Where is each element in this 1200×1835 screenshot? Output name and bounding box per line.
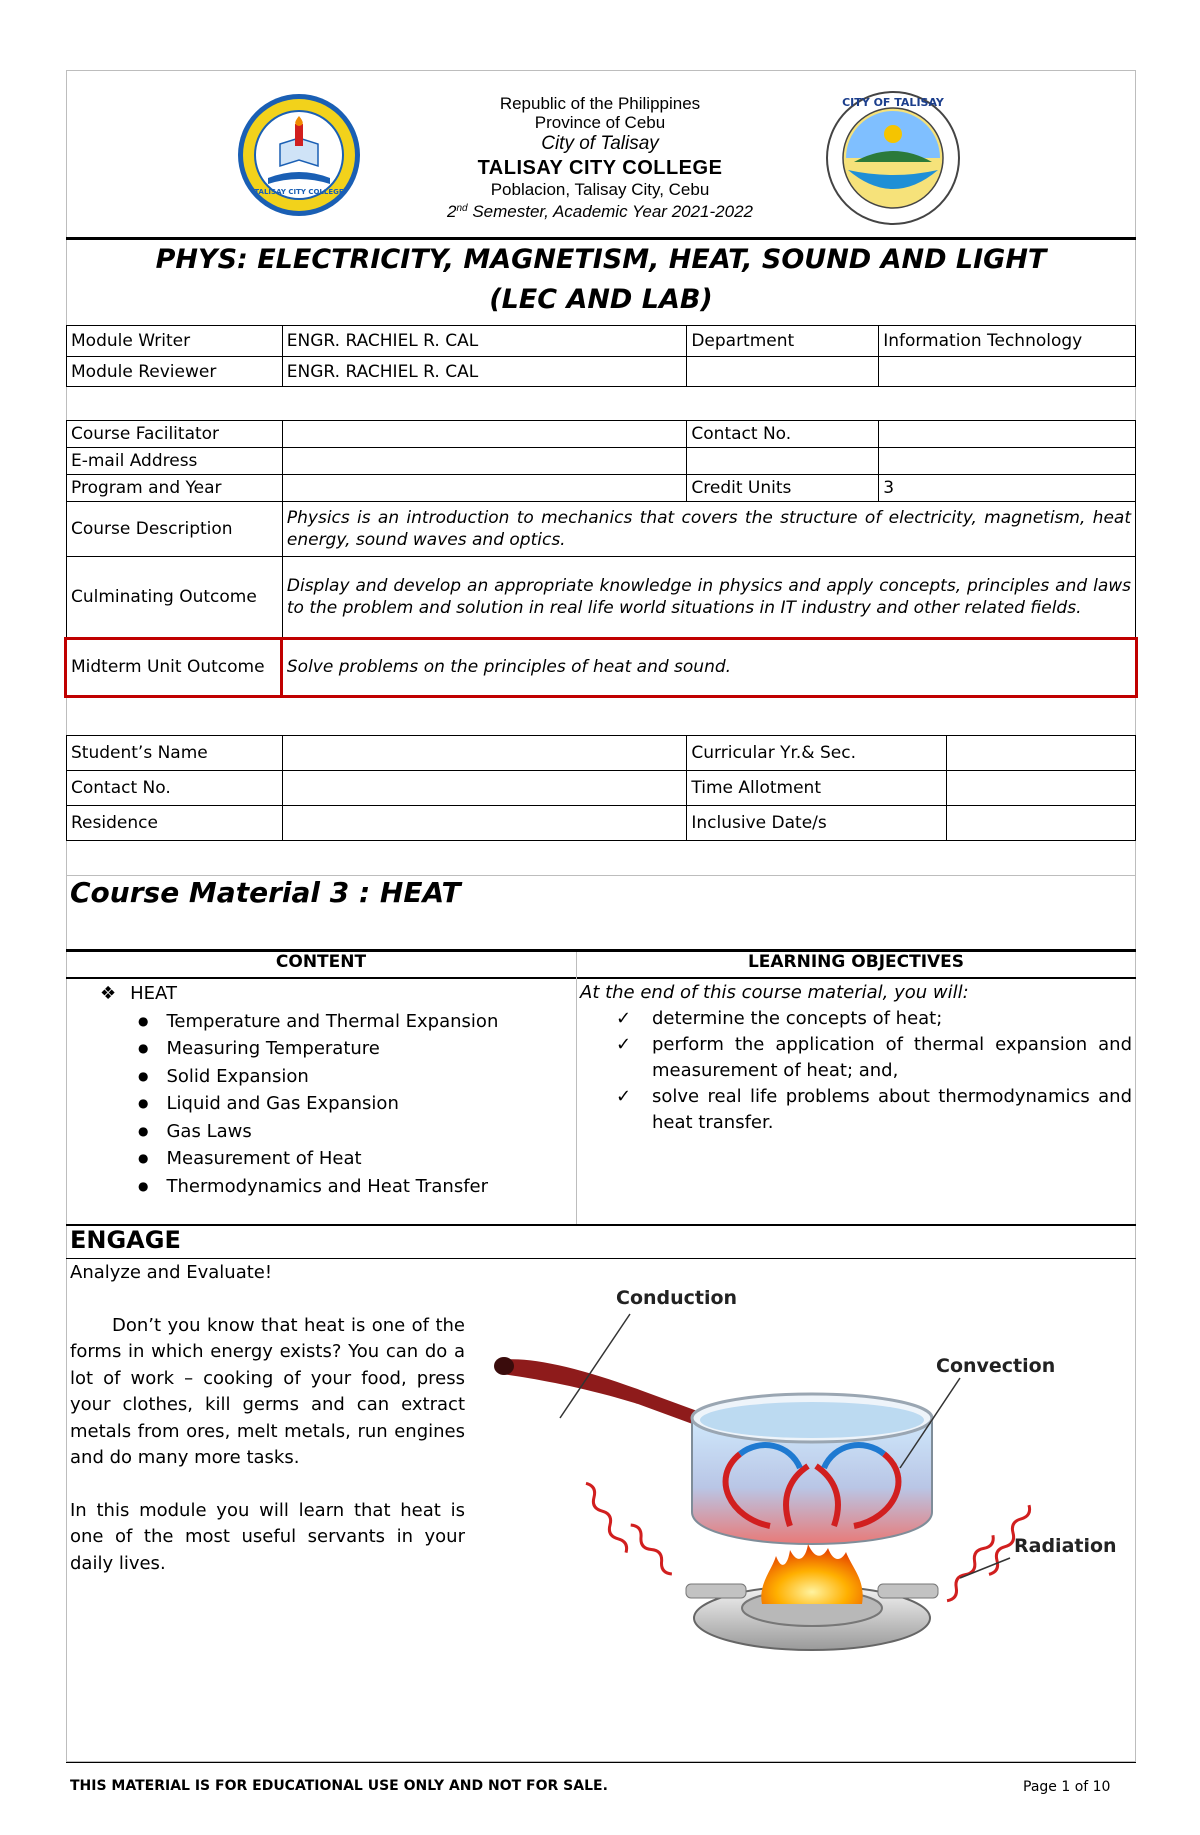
objectives-intro: At the end of this course material, you will: (580, 982, 969, 1003)
email-value (282, 448, 687, 475)
module-reviewer-value: ENGR. RACHIEL R. CAL (282, 357, 687, 387)
contact-label: Contact No. (687, 421, 879, 448)
bullet-icon: ● (138, 1123, 149, 1138)
program-label: Program and Year (67, 475, 283, 502)
heat-transfer-illustration (490, 1268, 1130, 1668)
department-value: Information Technology (879, 326, 1136, 357)
engage-prompt: Analyze and Evaluate! (70, 1262, 273, 1283)
bullet-icon: ● (138, 1013, 149, 1028)
objective-item: ✓ perform the application of thermal expansion and measurement of heat; and, (580, 1032, 1132, 1084)
objective-item: ✓ solve real life problems about thermodynamics and heat transfer. (580, 1084, 1132, 1136)
engage-paragraph: Don’t you know that heat is one of the forms in which energy exists? You can do a lot of work – cooking of your food, press your clothes, kill germs and can extract metals from ores, melt metals, run engines and do many more tasks. (70, 1314, 465, 1468)
residence-value (282, 806, 687, 841)
engage-top-rule (66, 1224, 1136, 1226)
footer-rule (66, 1762, 1136, 1763)
program-value (282, 475, 687, 502)
header-city: City of Talisay (541, 133, 659, 154)
page-number: Page 1 of 10 (1023, 1779, 1111, 1795)
curricular-value (947, 736, 1136, 771)
bullet-icon: ● (138, 1151, 149, 1165)
course-info-table (66, 420, 1136, 697)
culminating-outcome-value: Display and develop an appropriate knowledge in physics and apply concepts, principles and laws to the problem and solution in real life world situations in IT industry and other related fields. (282, 557, 1135, 638)
midterm-highlight-divider (280, 637, 283, 698)
student-name-label: Student’s Name (67, 736, 283, 771)
checkmark-icon: ✓ (616, 1008, 632, 1029)
list-item: ● Liquid and Gas Expansion (100, 1090, 498, 1118)
header-address: Poblacion, Talisay City, Cebu (490, 180, 710, 199)
convection-label: Convection (936, 1355, 1056, 1377)
svg-text:TALISAY CITY COLLEGE: TALISAY CITY COLLEGE (254, 188, 344, 196)
curricular-label: Curricular Yr.& Sec. (687, 736, 947, 771)
student-contact-label: Contact No. (67, 771, 283, 806)
learning-objectives (580, 980, 1132, 1136)
department-label: Department (687, 326, 879, 357)
time-allotment-value (947, 771, 1136, 806)
city-seal (824, 88, 962, 228)
conduction-label: Conduction (616, 1287, 738, 1309)
inclusive-dates-value (947, 806, 1136, 841)
objective-item: ✓ determine the concepts of heat; (580, 1006, 1132, 1032)
list-item: ● Thermodynamics and Heat Transfer (100, 1173, 498, 1201)
engage-text (70, 1260, 465, 1603)
student-info-table (66, 735, 1136, 841)
module-reviewer-label: Module Reviewer (67, 357, 283, 387)
checkmark-icon: ✓ (616, 1086, 632, 1107)
bullet-icon: ● (138, 1041, 149, 1055)
content-divider (576, 952, 577, 1226)
list-item: ● Measurement of Heat (100, 1145, 498, 1173)
student-contact-value (282, 771, 687, 806)
list-item: ● Measuring Temperature (100, 1035, 498, 1063)
culminating-outcome-label: Culminating Outcome (67, 557, 283, 638)
list-item: ● Temperature and Thermal Expansion (100, 1008, 498, 1036)
module-info-table (66, 325, 1136, 387)
objectives-header: LEARNING OBJECTIVES (747, 952, 965, 972)
empty-cell (687, 357, 879, 387)
institution-header (380, 94, 820, 221)
midterm-outcome-label: Midterm Unit Outcome (67, 638, 283, 697)
bullet-icon: ● (138, 1068, 149, 1083)
content-header-rule (66, 977, 1136, 979)
midterm-outcome-value: Solve problems on the principles of heat and sound. (282, 638, 1135, 697)
student-name-value (282, 736, 687, 771)
inclusive-dates-label: Inclusive Date/s (687, 806, 947, 841)
facilitator-label: Course Facilitator (67, 421, 283, 448)
content-list (100, 980, 498, 1200)
credit-units-value: 3 (879, 475, 1136, 502)
header-college: TALISAY CITY COLLEGE (477, 157, 723, 179)
bullet-icon: ● (138, 1178, 149, 1193)
course-description-label: Course Description (67, 502, 283, 557)
list-item: ● Solid Expansion (100, 1063, 498, 1091)
credit-units-label: Credit Units (687, 475, 879, 502)
list-item: ● Gas Laws (100, 1118, 498, 1146)
engage-paragraph: In this module you will learn that heat is one of the most useful servants in your daily lives. (70, 1499, 465, 1574)
engage-title: ENGAGE (70, 1226, 181, 1254)
college-logo (236, 92, 362, 218)
empty-cell (879, 357, 1136, 387)
facilitator-value (282, 421, 687, 448)
main-topic: ❖ HEAT (100, 980, 498, 1008)
empty-cell (687, 448, 879, 475)
contact-value (879, 421, 1136, 448)
checkmark-icon: ✓ (616, 1034, 632, 1055)
course-material-title: Course Material 3 : HEAT (70, 876, 461, 909)
module-writer-value: ENGR. RACHIEL R. CAL (282, 326, 687, 357)
email-label: E-mail Address (67, 448, 283, 475)
course-description-value: Physics is an introduction to mechanics that covers the structure of electricity, magnetism, heat energy, sound waves and optics. (282, 502, 1135, 557)
svg-text:CITY OF TALISAY: CITY OF TALISAY (842, 96, 944, 109)
empty-cell (879, 448, 1136, 475)
time-allotment-label: Time Allotment (687, 771, 947, 806)
engage-header-rule (66, 1258, 1136, 1259)
header-republic: Republic of the Philippines (499, 94, 701, 113)
bullet-icon: ● (138, 1096, 149, 1110)
radiation-label: Radiation (1014, 1535, 1117, 1557)
diamond-bullet-icon: ❖ (100, 983, 117, 1004)
course-title: PHYS: ELECTRICITY, MAGNETISM, HEAT, SOUND AND LIGHT (LEC AND LAB) (155, 244, 1047, 315)
residence-label: Residence (67, 806, 283, 841)
content-header: CONTENT (275, 952, 367, 972)
footer-notice: THIS MATERIAL IS FOR EDUCATIONAL USE ONLY AND NOT FOR SALE. (70, 1778, 608, 1794)
module-writer-label: Module Writer (67, 326, 283, 357)
header-province: Province of Cebu (534, 113, 666, 132)
header-semester: 2nd Semester, Academic Year 2021-2022 (447, 202, 753, 221)
